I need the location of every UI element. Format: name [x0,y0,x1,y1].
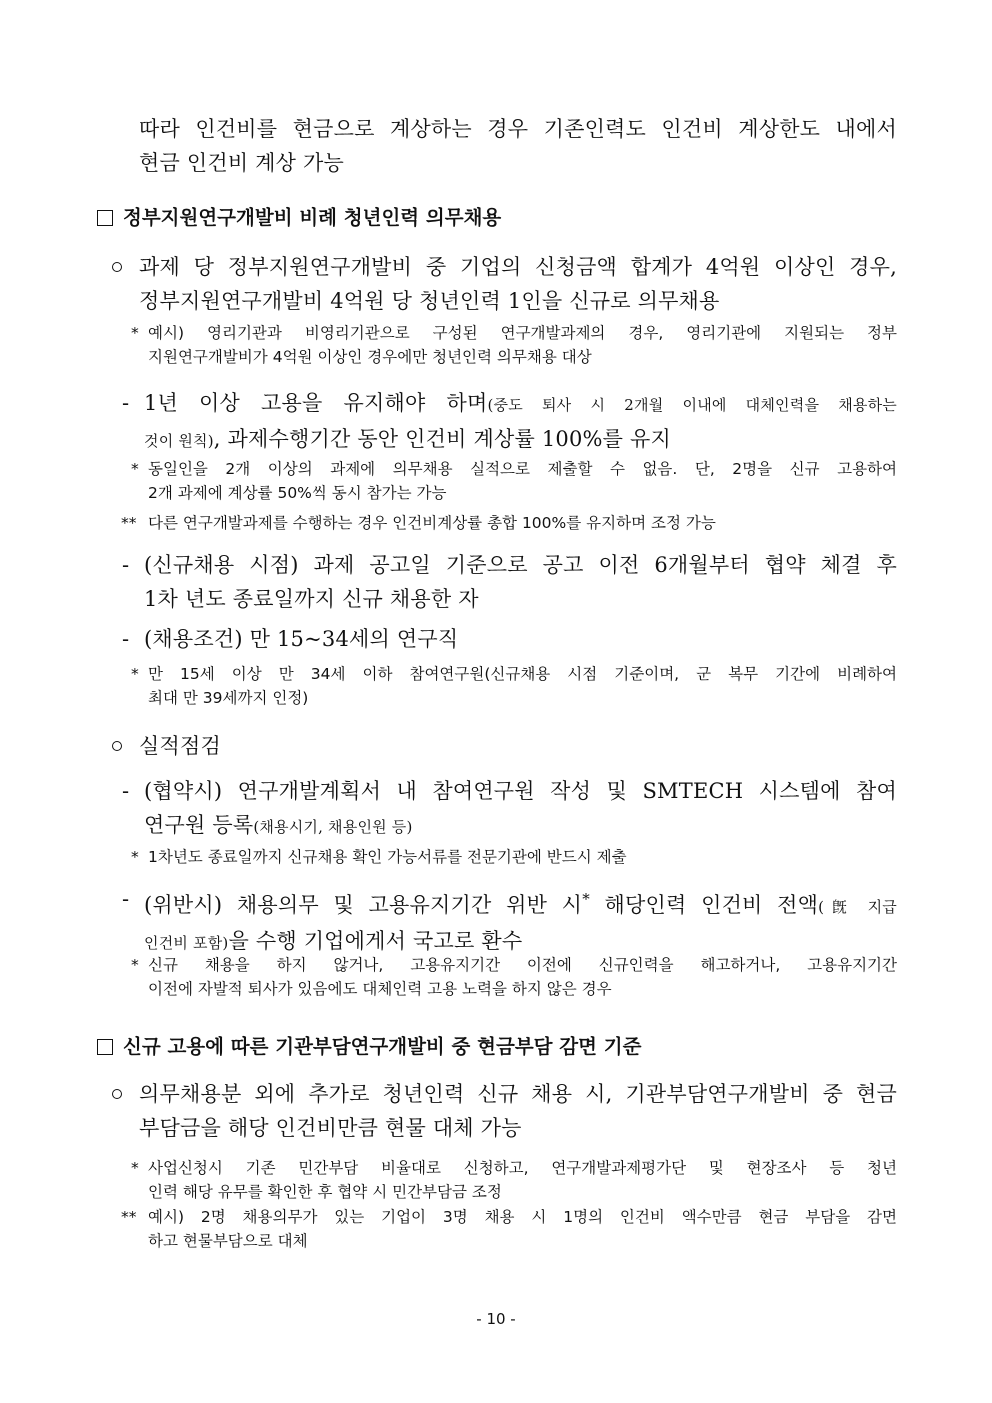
s1-note-6-line-1: 신규 채용을 하지 않거나, 고용유지기간 이전에 신규인력을 해고하거나, 고용유지기간 [148,956,897,974]
intro-paragraph [139,112,897,180]
checkbox-square-icon [97,1039,113,1055]
s1-dash-1 [144,386,897,458]
s1-dash-5-sup: * [582,890,590,908]
s1-dash-5-rest: 을 수행 기업에게서 국고로 환수 [228,929,523,953]
s1-bullet-2 [139,729,897,763]
page-number: - 10 - [476,1310,516,1328]
dash-bullet-icon: - [122,391,130,415]
s1-dash-2 [144,548,897,616]
s2-note-2-line-2: 하고 현물부담으로 대체 [148,1232,308,1250]
s2-note-2-line-1: 예시) 2명 채용의무가 있는 기업이 3명 채용 시 1명의 인건비 액수만큼 현금 부담을 감면 [148,1208,897,1226]
s1-note-4-line-1: 만 15세 이상 만 34세 이하 참여연구원(신규채용 시점 기준이며, 군 복무 기간에 비례하여 [148,665,897,683]
s1-dash-1-paren-end: 것이 원칙) [144,432,214,450]
s1-dash-2-line-2: 1차 년도 종료일까지 신규 채용한 자 [144,587,479,611]
s1-note-3 [148,511,897,535]
s1-note-1-line-1: 예시) 영리기관과 비영리기관으로 구성된 연구개발과제의 경우, 영리기관에 지원되는 정부 [148,324,897,342]
intro-line-1: 따라 인건비를 현금으로 계상하는 경우 기존인력도 인건비 계상한도 내에서 [139,117,897,141]
dash-bullet-icon: - [122,553,130,577]
s1-dash-2-line-1: (신규채용 시점) 과제 공고일 기준으로 공고 이전 6개월부터 협약 체결 후 [144,553,897,577]
s1-dash-3-line-1: (채용조건) 만 15~34세의 연구직 [144,627,459,651]
s2-bullet-1 [139,1077,897,1145]
s1-note-5-line-1: 1차년도 종료일까지 신규채용 확인 가능서류를 전문기관에 반드시 제출 [148,848,627,866]
s1-note-5 [148,845,897,869]
s1-note-3-line-1: 다른 연구개발과제를 수행하는 경우 인건비계상률 총합 100%를 유지하며 조정 가능 [148,514,716,532]
s1-dash-4-paren: (채용시기, 채용인원 등) [253,818,413,836]
s1-note-6 [148,953,897,1001]
dash-bullet-icon: - [122,887,130,911]
s2-note-2 [148,1205,897,1253]
s1-bullet-1-line-2: 정부지원연구개발비 4억원 당 청년인력 1인을 신규로 의무채용 [139,289,720,313]
s1-note-1-line-2: 지원연구개발비가 4억원 이상인 경우에만 청년인력 의무채용 대상 [148,348,592,366]
s1-dash-4-main: 연구원 등록 [144,813,254,837]
s2-note-1-line-2: 인력 해당 유무를 확인한 후 협약 시 민간부담금 조정 [148,1183,502,1201]
s1-bullet-2-line-1: 실적점검 [139,734,221,758]
s1-dash-5-main-2: 해당인력 인건비 전액 [589,893,819,917]
s1-note-2-mark: * [131,460,139,478]
s1-note-1-mark: * [131,324,139,342]
s1-dash-4 [144,774,897,844]
s2-bullet-1-line-2: 부담금을 해당 인건비만큼 현물 대체 가능 [139,1116,522,1140]
s1-bullet-1-line-1: 과제 당 정부지원연구개발비 중 기업의 신청금액 합계가 4억원 이상인 경우, [139,255,897,279]
s1-note-4-mark: * [131,665,139,683]
s1-note-2 [148,457,897,505]
dash-bullet-icon: - [122,779,130,803]
s2-bullet-1-line-1: 의무채용분 외에 추가로 청년인력 신규 채용 시, 기관부담연구개발비 중 현금 [139,1082,897,1106]
s1-dash-5-paren-end: 인건비 포함) [144,934,229,952]
s1-dash-1-line-1 [144,386,897,422]
s1-note-4-line-2: 최대 만 39세까지 인정) [148,689,309,707]
s1-bullet-1 [139,250,897,318]
s1-dash-5 [144,882,897,960]
s2-note-1 [148,1156,897,1204]
s1-dash-1-paren: (중도 퇴사 시 2개월 이내에 대체인력을 채용하는 [487,396,897,414]
s1-note-2-line-1: 동일인을 2개 이상의 과제에 의무채용 실적으로 제출할 수 없음. 단, 2명을 신규 고용하여 [148,460,897,478]
circle-bullet-icon [112,262,122,272]
dash-bullet-icon: - [122,627,130,651]
s1-dash-4-line-1: (협약시) 연구개발계획서 내 참여연구원 작성 및 SMTECH 시스템에 참여 [144,779,897,803]
intro-line-2: 현금 인건비 계상 가능 [139,151,344,175]
s1-dash-5-line-1 [144,882,897,924]
s1-dash-5-paren: (旣 지급 [818,898,897,916]
section-heading-2-text: 신규 고용에 따른 기관부담연구개발비 중 현금부담 감면 기준 [123,1035,642,1058]
section-heading-2 [97,1032,641,1062]
s2-note-1-line-1: 사업신청시 기존 민간부담 비율대로 신청하고, 연구개발과제평가단 및 현장조사 등 청년 [148,1159,897,1177]
s1-dash-5-main: (위반시) 채용의무 및 고용유지기간 위반 시 [144,893,583,917]
s1-dash-3 [144,622,897,656]
s1-dash-1-main: 1년 이상 고용을 유지해야 하며 [144,391,488,415]
s1-note-5-mark: * [131,848,139,866]
s1-note-1 [148,321,897,369]
circle-bullet-icon [112,741,122,751]
circle-bullet-icon [112,1089,122,1099]
s2-note-2-mark: ** [121,1208,137,1226]
section-heading-1 [97,203,501,233]
s1-note-6-mark: * [131,956,139,974]
s1-dash-4-line-2 [144,808,897,844]
s1-note-3-mark: ** [121,514,137,532]
s2-note-1-mark: * [131,1159,139,1177]
s1-dash-1-rest: , 과제수행기간 동안 인건비 계상률 100%를 유지 [213,427,672,451]
s1-note-2-line-2: 2개 과제에 계상률 50%씩 동시 참가는 가능 [148,484,447,502]
checkbox-square-icon [97,210,113,226]
s1-note-4 [148,662,897,710]
section-heading-1-text: 정부지원연구개발비 비례 청년인력 의무채용 [123,206,502,229]
s1-note-6-line-2: 이전에 자발적 퇴사가 있음에도 대체인력 고용 노력을 하지 않은 경우 [148,980,612,998]
s1-dash-1-line-2 [144,422,897,458]
